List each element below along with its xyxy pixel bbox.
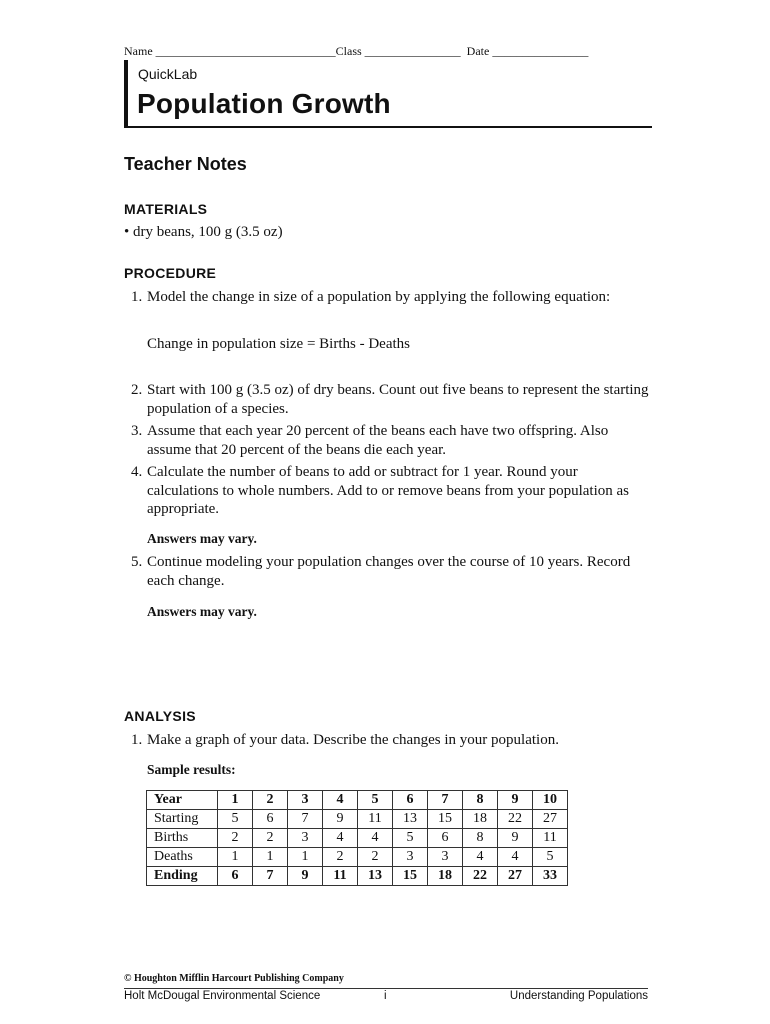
table-cell: 2 — [218, 829, 253, 848]
step-text: Assume that each year 20 percent of the beans each have two offspring. Also assume that 20 percent of the beans die each year. — [147, 423, 609, 458]
table-cell: 4 — [463, 848, 498, 867]
table-cell: 8 — [463, 791, 498, 810]
table-row — [147, 791, 568, 810]
table-cell: 3 — [288, 791, 323, 810]
table-cell: 6 — [393, 791, 428, 810]
table-cell: 11 — [358, 810, 393, 829]
step-text: Calculate the number of beans to add or subtract for 1 year. Round your calculations to whole numbers. Add to or remove beans from your population as appropriate. — [147, 464, 629, 517]
table-cell: 15 — [428, 810, 463, 829]
title-block — [124, 60, 652, 128]
step-number: 3. — [131, 423, 143, 439]
row-label: Year — [147, 791, 218, 810]
table-cell: 22 — [498, 810, 533, 829]
table-cell: 5 — [218, 810, 253, 829]
materials-item-text: dry beans, 100 g (3.5 oz) — [133, 224, 283, 240]
table-cell: 10 — [533, 791, 568, 810]
table-cell: 5 — [393, 829, 428, 848]
procedure-step-2 — [131, 381, 651, 418]
question-text: Make a graph of your data. Describe the changes in your population. — [147, 732, 559, 748]
row-label: Deaths — [147, 848, 218, 867]
table-cell: 7 — [253, 867, 288, 886]
procedure-step-4 — [131, 463, 651, 519]
footer-book-title: Holt McDougal Environmental Science — [124, 990, 321, 1002]
table-cell: 13 — [393, 810, 428, 829]
table-cell: 6 — [253, 810, 288, 829]
population-equation: Change in population size = Births - Deaths — [147, 336, 410, 352]
table-cell: 2 — [358, 848, 393, 867]
table-cell: 1 — [253, 848, 288, 867]
row-label: Births — [147, 829, 218, 848]
bullet: • — [124, 224, 130, 240]
table-cell: 33 — [533, 867, 568, 886]
row-label: Ending — [147, 867, 218, 886]
answer-note-5: Answers may vary. — [147, 604, 257, 619]
class-blank: ________________ — [364, 44, 461, 58]
answer-note-4: Answers may vary. — [147, 531, 257, 546]
step-number: 5. — [131, 554, 143, 570]
materials-heading: MATERIALS — [124, 201, 208, 217]
table-cell: 22 — [463, 867, 498, 886]
table-cell: 4 — [498, 848, 533, 867]
table-cell: 18 — [428, 867, 463, 886]
table-cell: 9 — [288, 867, 323, 886]
table-cell: 9 — [498, 791, 533, 810]
step-number: 2. — [131, 382, 143, 398]
table-cell: 9 — [498, 829, 533, 848]
page-title: Population Growth — [137, 88, 391, 119]
table-cell: 5 — [358, 791, 393, 810]
table-cell: 18 — [463, 810, 498, 829]
date-label: Date — [466, 44, 490, 58]
table-cell: 6 — [428, 829, 463, 848]
class-label: Class — [335, 44, 362, 58]
table-cell: 15 — [393, 867, 428, 886]
table-row — [147, 829, 568, 848]
step-number: 1. — [131, 289, 143, 305]
analysis-heading: ANALYSIS — [124, 708, 196, 724]
teacher-notes-heading: Teacher Notes — [124, 154, 247, 174]
table-cell: 27 — [498, 867, 533, 886]
table-row — [147, 810, 568, 829]
table-cell: 27 — [533, 810, 568, 829]
name-blank: ______________________________ — [155, 44, 336, 58]
table-cell: 11 — [323, 867, 358, 886]
table-cell: 1 — [218, 791, 253, 810]
analysis-question-1 — [131, 731, 651, 750]
footer-page-number: i — [384, 990, 387, 1002]
table-row — [147, 867, 568, 886]
table-cell: 7 — [288, 810, 323, 829]
procedure-step-5 — [131, 553, 651, 590]
table-cell: 9 — [323, 810, 358, 829]
table-cell: 4 — [358, 829, 393, 848]
row-label: Starting — [147, 810, 218, 829]
table-cell: 7 — [428, 791, 463, 810]
table-cell: 11 — [533, 829, 568, 848]
table-cell: 2 — [253, 829, 288, 848]
step-text: Model the change in size of a population by applying the following equation: — [147, 289, 611, 305]
date-blank: ________________ — [492, 44, 589, 58]
table-row — [147, 848, 568, 867]
footer-divider — [124, 988, 648, 989]
procedure-heading: PROCEDURE — [124, 265, 217, 281]
step-text: Continue modeling your population changes over the course of 10 years. Record each change. — [147, 554, 631, 589]
footer-chapter-title: Understanding Populations — [509, 990, 648, 1002]
name-label: Name — [124, 44, 153, 58]
materials-item — [124, 223, 283, 242]
table-cell: 3 — [428, 848, 463, 867]
table-cell: 1 — [288, 848, 323, 867]
table-cell: 13 — [358, 867, 393, 886]
question-number: 1. — [131, 732, 143, 748]
population-data-table — [146, 790, 568, 886]
copyright-notice: © Houghton Mifflin Harcourt Publishing Company — [124, 973, 344, 984]
table-cell: 5 — [533, 848, 568, 867]
table-cell: 3 — [393, 848, 428, 867]
student-info-line — [124, 44, 588, 59]
table-cell: 8 — [463, 829, 498, 848]
table-cell: 2 — [253, 791, 288, 810]
quicklab-label: QuickLab — [138, 66, 198, 82]
table-cell: 4 — [323, 791, 358, 810]
table-cell: 6 — [218, 867, 253, 886]
step-text: Start with 100 g (3.5 oz) of dry beans. Count out five beans to represent the starting population of a species. — [147, 382, 649, 417]
table-cell: 4 — [323, 829, 358, 848]
table-cell: 1 — [218, 848, 253, 867]
sample-results-label: Sample results: — [147, 762, 236, 777]
procedure-step-3 — [131, 422, 651, 459]
procedure-step-1 — [131, 288, 651, 307]
table-cell: 3 — [288, 829, 323, 848]
step-number: 4. — [131, 464, 143, 480]
table-cell: 2 — [323, 848, 358, 867]
